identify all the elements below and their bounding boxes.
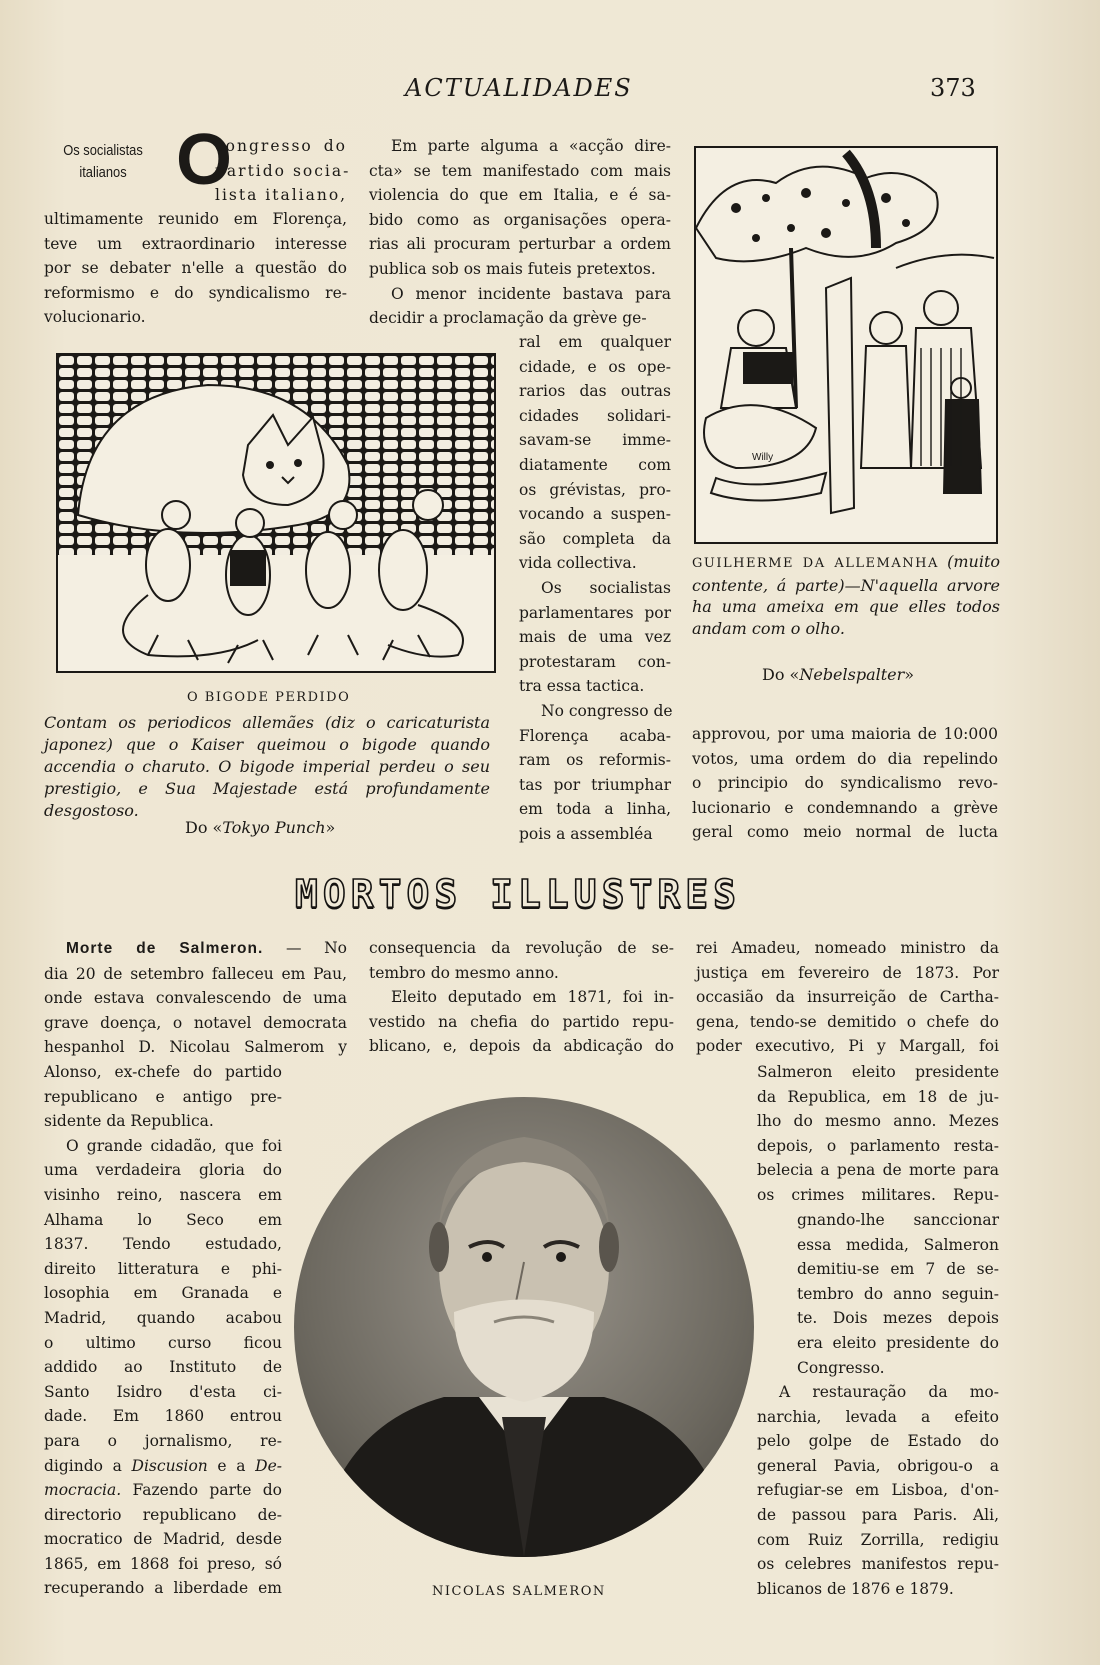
left-cartoon-caption: Contam os periodicos allemães (diz o caricaturista japonez) que o Kaiser queimou o bigode quando accendia o charuto. O bigode imperial perdeu o seu prestigio, e Sua Majestade está profundamente desgostoso.	[44, 713, 490, 820]
text-line: Eleito deputado em 1871, foi in-	[391, 988, 674, 1007]
text-line: volucionario.	[44, 308, 146, 327]
credit-suffix: »	[325, 818, 336, 837]
text-line: dia 20 de setembro falleceu em Pau,	[44, 964, 347, 983]
text-line: No congresso de	[541, 701, 673, 720]
text-line: recuperando a liberdade em	[44, 1579, 282, 1598]
text-line: Alonso, ex-chefe do partido	[44, 1063, 282, 1081]
portrait-caption: NICOLAS SALMERON	[432, 1584, 606, 1599]
text-line: congresso do	[215, 137, 347, 155]
text-line: Salmeron eleito presidente	[757, 1063, 999, 1081]
credit-source: Nebelspalter	[799, 665, 905, 684]
text-line: cidade, e os ope-	[519, 357, 671, 376]
text-line: pelo golpe de Estado do	[757, 1432, 999, 1451]
text-line: ultimamente reunido em Florença,	[44, 210, 347, 228]
text-line: visinho reino, nascera em	[44, 1185, 282, 1204]
text-line: hespanhol D. Nicolau Salmerom y	[44, 1038, 347, 1057]
text-line: tembro do anno seguin-	[797, 1284, 999, 1303]
cartoon-plum-tree	[694, 146, 998, 544]
text-line: savam-se imme-	[519, 431, 671, 450]
text-line: de passou para Paris. Ali,	[757, 1505, 999, 1524]
text-line	[44, 936, 347, 962]
text-line: vestido na chefia do partido repu-	[369, 1012, 674, 1031]
socialists-column-1	[44, 207, 347, 330]
text-line: cta» se tem manifestado com mais	[369, 161, 671, 180]
text-line: votos, uma ordem do dia repelindo	[692, 749, 998, 768]
right-cartoon-caption-text: (muito contente, á parte)—N'aquella arvore ha uma ameixa em que elles todos andam com o olho.	[692, 552, 1001, 638]
text-line: cidades solidari-	[519, 406, 671, 425]
drop-cap: O	[176, 120, 233, 200]
text-line: protestaram con-	[519, 652, 671, 671]
text-line: em toda a linha,	[519, 800, 671, 819]
obituary-column-3-mid	[757, 1060, 999, 1208]
text-line: A restauração da mo-	[779, 1383, 999, 1401]
socialists-column-2	[369, 134, 671, 331]
text-line: teve um extraordinario interesse	[44, 234, 347, 253]
obituary-column-2	[369, 936, 674, 1059]
text-line: O menor incidente bastava para	[391, 284, 671, 303]
text-line: os grévistas, pro-	[519, 480, 671, 499]
text-line: mocratico de Madrid, desde	[44, 1530, 282, 1549]
text-line: lucionario e condemnando a grève	[692, 798, 998, 817]
text-line: rias ali procuram perturbar a ordem	[369, 235, 671, 254]
text-line: era eleito presidente do	[797, 1333, 999, 1352]
text-line: geral como meio normal de lucta	[692, 823, 998, 842]
text-line: dade. Em 1860 entrou	[44, 1407, 282, 1426]
obituary-column-3-top	[696, 936, 999, 1059]
socialists-column-2-narrow	[519, 330, 671, 846]
text-line: lho do mesmo anno. Mezes	[757, 1112, 999, 1131]
credit-prefix: Do «	[185, 818, 223, 837]
side-title-line: italianos	[79, 164, 127, 181]
text-line: Alhama lo Seco em	[44, 1210, 282, 1229]
text-line: Congresso.	[797, 1358, 885, 1377]
text-line: Madrid, quando acabou	[44, 1308, 282, 1327]
running-title: ACTUALIDADES	[405, 74, 633, 102]
obituary-lead-title: Morte de Salmeron.	[66, 940, 264, 957]
right-cartoon-credit	[762, 665, 914, 684]
text-line: são completa da	[519, 529, 671, 548]
text-line: mocracia. Fazendo parte do	[44, 1481, 282, 1500]
text-line: poder executivo, Pi y Margall, foi	[696, 1037, 999, 1056]
text-line: o principio do syndicalismo revo-	[692, 774, 998, 793]
text-line: sidente da Republica.	[44, 1112, 214, 1131]
text-line: grave doença, o notavel democrata	[44, 1013, 347, 1032]
text-line: digindo a Discusion e a De-	[44, 1456, 282, 1475]
text-line: o ultimo curso ficou	[44, 1333, 282, 1352]
text-line: blicano, e, depois da abdicação do	[369, 1037, 674, 1056]
credit-prefix: Do «	[762, 665, 800, 684]
text-line: narchia, levada a efeito	[757, 1407, 999, 1426]
text-line: republicano e antigo pre-	[44, 1087, 282, 1106]
text-line: violencia do que em Italia, e é sa-	[369, 186, 671, 205]
text-line: consequencia da revolução de se-	[369, 939, 674, 957]
right-cartoon-speaker: GUILHERME DA ALLEMANHA	[692, 556, 939, 571]
text-line: O grande cidadão, que foi	[66, 1136, 282, 1155]
text-line: gena, tendo-se demitido o chefe do	[696, 1012, 999, 1031]
text-line: refugiar-se em Lisboa, d'on-	[757, 1481, 999, 1500]
text-line: rei Amadeu, nomeado ministro da	[696, 939, 999, 957]
side-title	[52, 140, 153, 184]
horse-label: Willy	[752, 452, 774, 463]
text-line: Os socialistas	[541, 578, 671, 597]
text-line: demitiu-se em 7 de se-	[797, 1260, 999, 1279]
text-line: 1837. Tendo estudado,	[44, 1235, 282, 1254]
text-line: parlamentares por	[519, 603, 671, 622]
text-line: mais de uma vez	[519, 628, 671, 647]
text-line: tembro do mesmo anno.	[369, 963, 559, 982]
text-line: diatamente com	[519, 455, 671, 474]
text-line: Florença acaba-	[519, 726, 671, 745]
text-line: Em parte alguma a «acção dire-	[391, 137, 671, 155]
left-cartoon-credit	[185, 818, 335, 837]
obituary-column-3-end	[757, 1380, 999, 1601]
text-line: addido ao Instituto de	[44, 1358, 282, 1377]
text-line: Santo Isidro d'esta ci-	[44, 1382, 282, 1401]
credit-suffix: »	[904, 665, 915, 684]
text-line: general Pavia, obrigou-o a	[757, 1456, 999, 1475]
text-line: lista italiano,	[215, 186, 348, 205]
text-line: directorio republicano de-	[44, 1505, 282, 1524]
text-line: ral em qualquer	[519, 333, 671, 351]
text-line: vocando a suspen-	[519, 505, 671, 524]
text-line: justiça em fevereiro de 1873. Por	[696, 963, 999, 982]
text-line: da Republica, em 18 de ju-	[757, 1087, 999, 1106]
text-line: partido socia-	[215, 161, 351, 180]
text-line: depois, o parlamento resta-	[757, 1136, 999, 1155]
text-line: gnando-lhe sanccionar	[797, 1211, 999, 1229]
obituary-column-1-narrow	[44, 1060, 282, 1601]
text-line: vida collectiva.	[519, 554, 637, 573]
text-line: por se debater n'elle a questão do	[44, 259, 347, 278]
text-line: tas por triumphar	[519, 775, 671, 794]
text-line: com Ruiz Zorrilla, redigiu	[757, 1530, 999, 1549]
text-line: decidir a proclamação da grève ge-	[369, 309, 647, 328]
plum-tree-illustration	[696, 148, 996, 542]
text-line: pois a assembléa	[519, 824, 653, 843]
side-title-line: Os socialistas	[63, 142, 143, 159]
text-line: approvou, por uma maioria de 10:000	[692, 725, 998, 743]
text-line: ram os reformis-	[519, 751, 671, 770]
obituary-column-1-top	[44, 936, 347, 1060]
text-line: direito litteratura e phi-	[44, 1259, 282, 1278]
socialists-column-3	[692, 722, 998, 845]
text-line: tra essa tactica.	[519, 677, 645, 696]
page-number: 373	[930, 74, 976, 102]
section-heading: MORTOS ILLUSTRES	[294, 872, 742, 916]
text-line: bido como as organisações opera-	[369, 210, 671, 229]
text-line: blicanos de 1876 e 1879.	[757, 1579, 954, 1598]
text-fragment: — No	[263, 939, 347, 957]
text-line: losophia em Granada e	[44, 1284, 282, 1303]
text-line: para o jornalismo, re-	[44, 1431, 282, 1450]
text-line: belecia a pena de morte para	[757, 1161, 999, 1180]
cartoon-lost-moustache	[56, 353, 496, 673]
text-line: uma verdadeira gloria do	[44, 1161, 282, 1180]
credit-source: Tokyo Punch	[222, 818, 326, 837]
text-line: os celebres manifestos repu-	[757, 1555, 999, 1574]
text-line: onde estava convalescendo de uma	[44, 989, 347, 1008]
text-line: rarios das outras	[519, 382, 671, 401]
portrait-illustration	[294, 1097, 754, 1557]
text-line: occasião da insurreição de Cartha-	[696, 988, 999, 1007]
left-cartoon-title: O BIGODE PERDIDO	[187, 690, 351, 705]
text-line: te. Dois mezes depois	[797, 1309, 999, 1328]
portrait-salmeron	[294, 1097, 754, 1557]
cat-and-mice-illustration	[58, 355, 494, 671]
text-line: publica sob os mais futeis pretextos.	[369, 259, 656, 278]
text-line: 1865, em 1868 foi preso, só	[44, 1554, 282, 1573]
right-cartoon-caption	[692, 551, 1000, 639]
obituary-column-3-low	[797, 1208, 999, 1380]
text-line: essa medida, Salmeron	[797, 1235, 999, 1254]
text-line: reformismo e do syndicalismo re-	[44, 283, 347, 302]
socialists-intro-lines	[215, 134, 351, 208]
text-line: os crimes militares. Repu-	[757, 1185, 999, 1204]
